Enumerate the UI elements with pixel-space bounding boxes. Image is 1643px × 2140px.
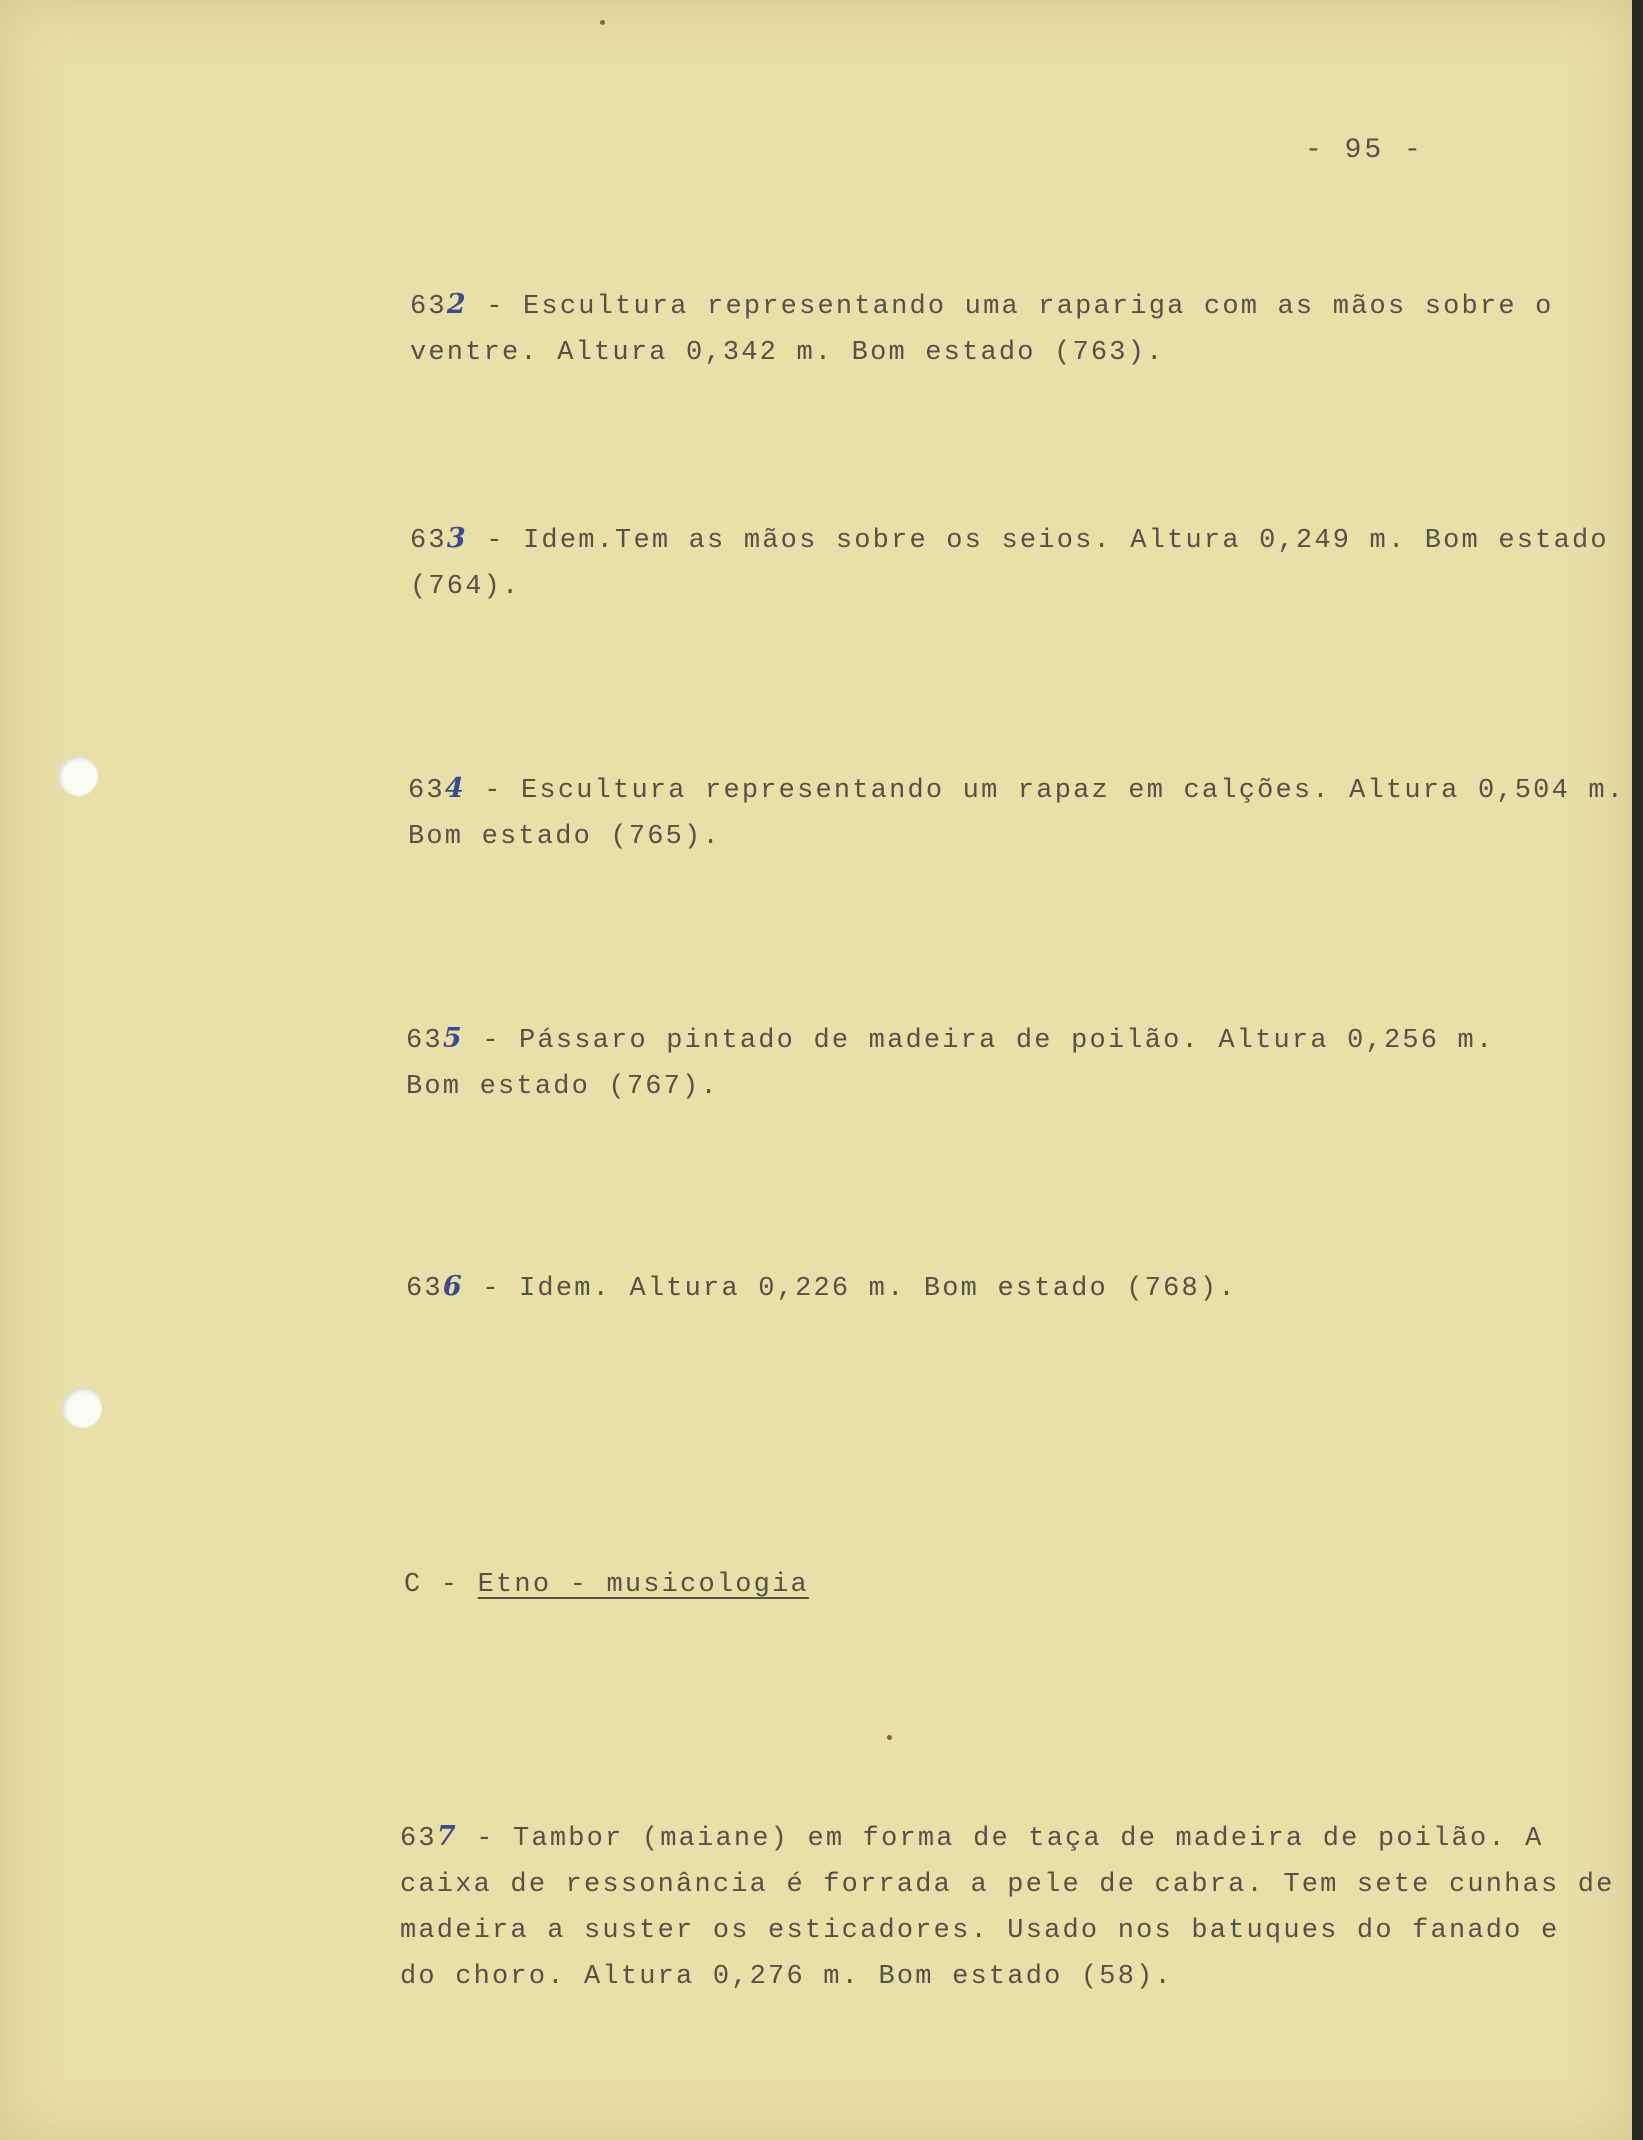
entry-line-1 [406, 1016, 1494, 1064]
paper-speck [887, 1735, 892, 1740]
entry-line-2: ventre. Altura 0,342 m. Bom estado (763). [410, 338, 1165, 368]
handwritten-digit: 2 [446, 289, 468, 320]
entry-line-1 [410, 282, 1554, 330]
entry-line-4: do choro. Altura 0,276 m. Bom estado (58). [400, 1962, 1173, 1992]
entry-text: - Pássaro pintado de madeira de poilão. Altura 0,256 m. [482, 1026, 1495, 1056]
entry-line-3: madeira a suster os esticadores. Usado nos batuques do fanado e [400, 1916, 1560, 1946]
entry-line-1 [408, 766, 1625, 814]
catalog-entry [410, 282, 1554, 376]
entry-line-2: Bom estado (765). [408, 822, 721, 852]
handwritten-digit: 6 [442, 1271, 464, 1302]
punch-hole-top [58, 756, 98, 796]
catalog-entry [410, 516, 1609, 610]
catalog-entry [400, 1814, 1615, 2000]
handwritten-digit: 3 [446, 523, 468, 554]
entry-number-prefix: 63 [406, 1274, 443, 1304]
entry-number-prefix: 63 [410, 292, 447, 322]
section-title: Etno - musicologia [477, 1570, 809, 1600]
punch-hole-bottom [62, 1388, 102, 1428]
entry-line-2: Bom estado (767). [406, 1072, 719, 1102]
handwritten-digit: 4 [444, 773, 466, 804]
entry-number-prefix: 63 [408, 776, 445, 806]
entry-line-1 [406, 1264, 1237, 1312]
entry-number-prefix: 63 [406, 1026, 443, 1056]
section-prefix: C - [404, 1570, 460, 1600]
entry-text: - Escultura representando um rapaz em calções. Altura 0,504 m. [484, 776, 1626, 806]
entry-line-2: caixa de ressonância é forrada a pele de cabra. Tem sete cunhas de [400, 1870, 1615, 1900]
paper-speck [600, 20, 605, 25]
handwritten-digit: 7 [436, 1821, 458, 1852]
scan-edge [1632, 0, 1643, 2140]
handwritten-digit: 5 [442, 1023, 464, 1054]
catalog-entry [406, 1264, 1237, 1312]
entry-number-prefix: 63 [410, 526, 447, 556]
entry-text: - Idem.Tem as mãos sobre os seios. Altura 0,249 m. Bom estado [486, 526, 1609, 556]
entry-text: - Idem. Altura 0,226 m. Bom estado (768). [482, 1274, 1237, 1304]
entry-line-1 [400, 1814, 1615, 1862]
page-number: - 95 - [1305, 135, 1424, 166]
catalog-entry [408, 766, 1625, 860]
entry-text: - Tambor (maiane) em forma de taça de madeira de poilão. A [476, 1824, 1544, 1854]
entry-number-prefix: 63 [400, 1824, 437, 1854]
entry-line-1 [410, 516, 1609, 564]
catalog-entry [406, 1016, 1494, 1110]
entry-line-2: (764). [410, 572, 521, 602]
section-heading [404, 1562, 809, 1608]
entry-text: - Escultura representando uma rapariga com as mãos sobre o [486, 292, 1554, 322]
